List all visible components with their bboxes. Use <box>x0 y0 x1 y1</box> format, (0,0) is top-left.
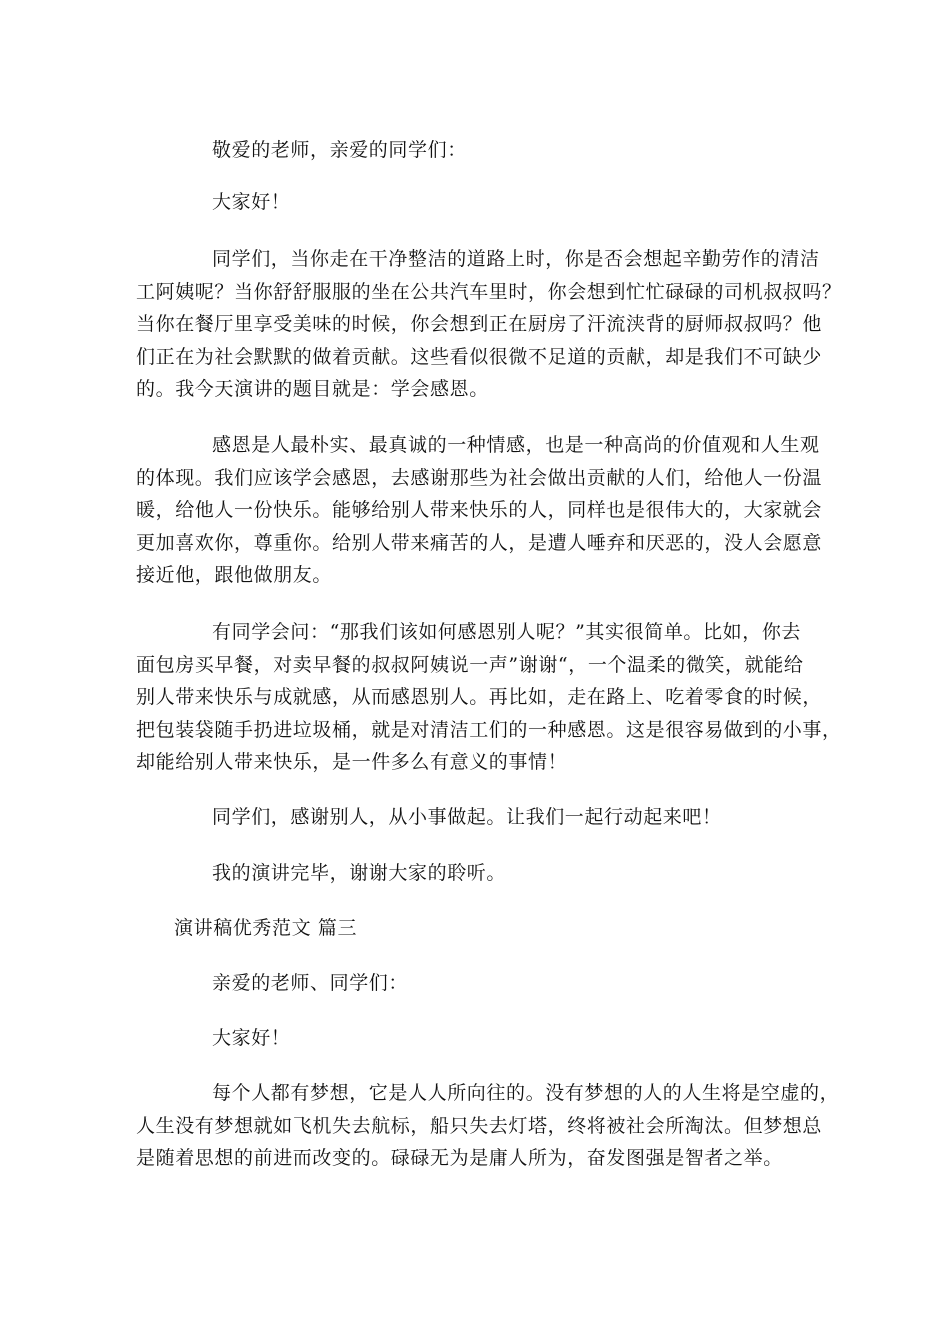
paragraph-line: 我的演讲完毕，谢谢大家的聆听。 <box>212 862 507 884</box>
greeting-1 <box>136 134 826 167</box>
paragraph-line: 同学们，当你走在干净整洁的道路上时，你是否会想起辛勤劳作的清洁 <box>212 248 820 270</box>
hello-1-text: 大家好！ <box>212 191 291 213</box>
paragraph-line: 暖，给他人一份快乐。能够给别人带来快乐的人，同样也是很伟大的，大家就会 <box>136 499 823 521</box>
greeting-1-text: 敬爱的老师，亲爱的同学们： <box>212 139 467 161</box>
paragraph-line: 们正在为社会默默的做着贡献。这些看似很微不足道的贡献，却是我们不可缺少 <box>136 345 823 368</box>
paragraph-line: 感恩是人最朴实、最真诚的一种情感，也是一种高尚的价值观和人生观 <box>212 434 820 456</box>
section-heading-text: 演讲稿优秀范文 篇三 <box>174 917 358 939</box>
hello-2 <box>136 1022 826 1055</box>
paragraph-line: 把包装袋随手扔进垃圾桶，就是对清洁工们的一种感恩。这是很容易做到的小事， <box>136 718 842 741</box>
hello-1 <box>136 186 826 219</box>
paragraph-line: 人生没有梦想就如飞机失去航标，船只失去灯塔，终将被社会所淘汰。但梦想总 <box>136 1114 823 1137</box>
paragraph-line: 接近他，跟他做朋友。 <box>136 564 333 586</box>
paragraph-line: 是随着思想的前进而改变的。碌碌无为是庸人所为，奋发图强是智者之举。 <box>136 1147 783 1169</box>
paragraph-line: 有同学会问：“那我们该如何感恩别人呢？”其实很简单。比如，你去 <box>212 621 802 643</box>
paragraph-line: 同学们，感谢别人，从小事做起。让我们一起行动起来吧！ <box>212 806 722 828</box>
paragraph-line: 面包房买早餐，对卖早餐的叔叔阿姨说一声”谢谢“，一个温柔的微笑，就能给 <box>136 653 804 676</box>
hello-2-text: 大家好！ <box>212 1027 291 1049</box>
paragraph-line: 的。我今天演讲的题目就是：学会感恩。 <box>136 378 489 400</box>
paragraph-line: 的体现。我们应该学会感恩，去感谢那些为社会做出贡献的人们，给他人一份温 <box>136 466 823 489</box>
paragraph-line: 工阿姨呢？当你舒舒服服的坐在公共汽车里时，你会想到忙忙碌碌的司机叔叔吗？ <box>136 280 842 303</box>
paragraph-2 <box>136 429 826 592</box>
paragraph-line: 却能给别人带来快乐，是一件多么有意义的事情！ <box>136 751 568 773</box>
paragraph-4 <box>136 801 826 834</box>
paragraph-1 <box>136 243 842 406</box>
paragraph-line: 更加喜欢你，尊重你。给别人带来痛苦的人，是遭人唾弃和厌恶的，没人会愿意 <box>136 531 823 554</box>
paragraph-line: 别人带来快乐与成就感，从而感恩别人。再比如，走在路上、吃着零食的时候， <box>136 686 823 708</box>
greeting-2 <box>136 967 826 1000</box>
paragraph-3 <box>136 616 842 779</box>
paragraph-5 <box>136 857 826 890</box>
paragraph-line: 每个人都有梦想，它是人人所向往的。没有梦想的人的人生将是空虚的， <box>212 1082 840 1104</box>
paragraph-6 <box>136 1077 840 1175</box>
section-heading <box>174 912 864 945</box>
paragraph-line: 当你在餐厅里享受美味的时候，你会想到正在厨房了汗流浃背的厨师叔叔吗？他 <box>136 313 823 335</box>
greeting-2-text: 亲爱的老师、同学们： <box>212 972 409 994</box>
